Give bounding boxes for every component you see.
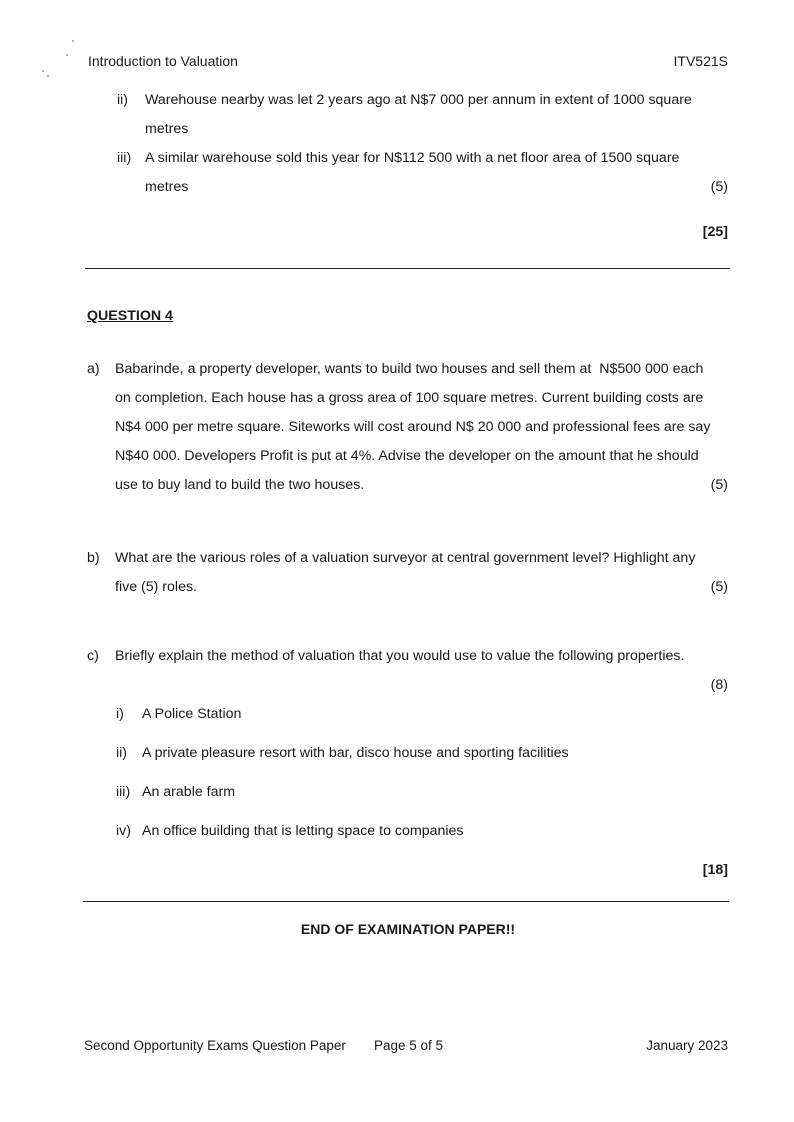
- q4a-marks: (5): [710, 477, 728, 493]
- q4c-item-i-label: i): [116, 706, 124, 722]
- q4b-label: b): [87, 550, 100, 566]
- q4a-line-5: use to buy land to build the two houses.: [115, 477, 365, 493]
- scan-speck: [42, 70, 44, 72]
- q4c-item-i-text: A Police Station: [142, 706, 242, 722]
- q3-total: [25]: [702, 224, 728, 240]
- q3-item-iii-line1: A similar warehouse sold this year for N$112 500 with a net floor area of 1500 square: [145, 150, 680, 166]
- q4a-line-4: N$40 000. Developers Profit is put at 4%. Advise the developer on the amount that he should: [115, 448, 699, 464]
- end-divider: [83, 901, 729, 902]
- scan-speck: [47, 75, 49, 77]
- q3-item-ii-line1: Warehouse nearby was let 2 years ago at N$7 000 per annum in extent of 1000 square: [145, 92, 692, 108]
- footer-paper-type: Second Opportunity Exams Question Paper: [84, 1038, 346, 1053]
- section-divider: [85, 268, 730, 269]
- q4c-item-iii-text: An arable farm: [142, 784, 236, 800]
- q4c-item-ii-label: ii): [116, 745, 128, 761]
- q4c-line: Briefly explain the method of valuation that you would use to value the following properties.: [115, 648, 685, 664]
- q4a-line-2: on completion. Each house has a gross area of 100 square metres. Current building costs are: [115, 390, 704, 406]
- q4c-item-ii-text: A private pleasure resort with bar, disco house and sporting facilities: [142, 745, 569, 761]
- end-of-paper-note: END OF EXAMINATION PAPER!!: [300, 921, 516, 937]
- q3-item-iii-label: iii): [117, 150, 132, 166]
- q4a-line-1: Babarinde, a property developer, wants to build two houses and sell them at N$500 000 each: [115, 361, 704, 377]
- q4c-marks: (8): [710, 677, 728, 693]
- q4a-line-3: N$4 000 per metre square. Siteworks will cost around N$ 20 000 and professional fees are say: [115, 419, 711, 435]
- scan-speck: [66, 54, 68, 56]
- footer-page-number: Page 5 of 5: [374, 1038, 444, 1053]
- header-course-code: ITV521S: [673, 53, 728, 69]
- q3-item-iii-line2: metres: [145, 179, 189, 195]
- header-course-title: Introduction to Valuation: [88, 53, 238, 69]
- q3-item-ii-line2: metres: [145, 121, 189, 137]
- q4c-item-iv-text: An office building that is letting space to companies: [142, 823, 464, 839]
- q3-item-ii-label: ii): [117, 92, 129, 108]
- q4a-label: a): [87, 361, 100, 377]
- q4b-line-1: What are the various roles of a valuation surveyor at central government level? Highlight any: [115, 550, 696, 566]
- q4b-marks: (5): [710, 579, 728, 595]
- q4c-item-iii-label: iii): [116, 784, 131, 800]
- q4-total: [18]: [702, 862, 728, 878]
- q4b-line-2: five (5) roles.: [115, 579, 197, 595]
- q3-marks: (5): [710, 179, 728, 195]
- q4c-item-iv-label: iv): [116, 823, 131, 839]
- footer-date: January 2023: [646, 1038, 728, 1053]
- question4-heading: QUESTION 4: [87, 308, 173, 324]
- q4c-label: c): [87, 648, 99, 664]
- scan-speck: [72, 40, 74, 42]
